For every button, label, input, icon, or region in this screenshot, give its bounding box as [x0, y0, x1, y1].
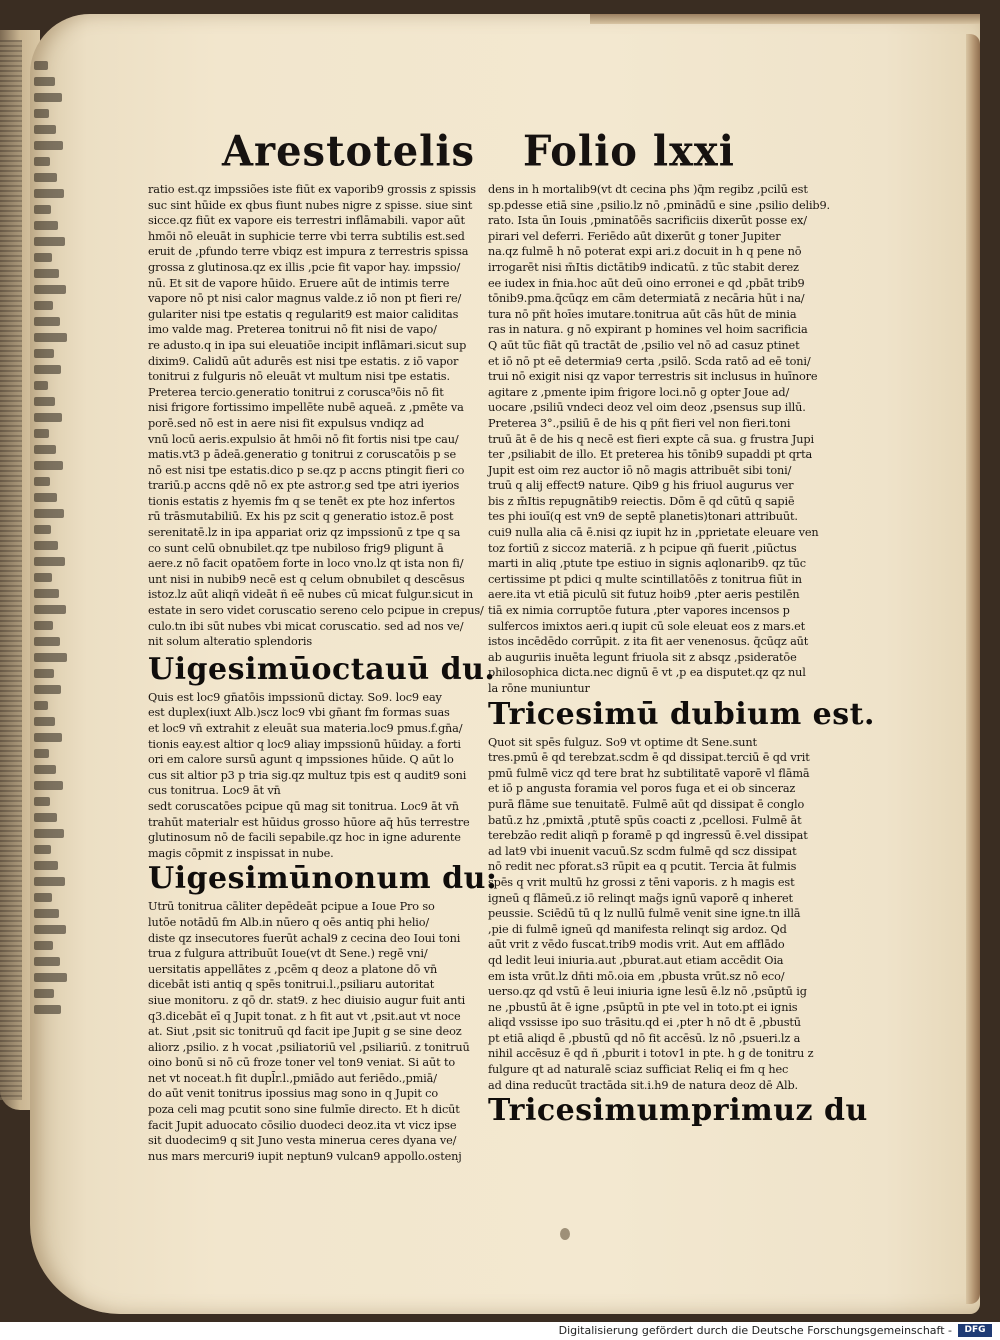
- text-line: spēs q vrit multū hz grossi z tēni vaporis. z h magis est: [488, 875, 795, 889]
- text-line: serenitatē.lz in ipa appariat oriz qz impssionū z tpe q sa: [148, 526, 461, 540]
- show-through-stroke: [34, 1005, 61, 1014]
- text-line: Quot sit spēs fulguz. So9 vt optime dt Sene.sunt: [488, 735, 757, 749]
- text-line: toz fortiū z siccoz materiā. z h pcipue qñ fuerit ,piūctus: [488, 541, 797, 555]
- show-through-stroke: [34, 77, 55, 86]
- show-through-stroke: [34, 381, 48, 390]
- text-line: tura nō pñt hoīes imutare.tonitrua aūt cās hūt de minia: [488, 307, 797, 321]
- text-line: trahūt materialr est hūidus grosso hūore aq̄ hūs terrestre: [148, 815, 470, 829]
- text-line: ori em calore sursū agunt q impssiones hūide. Q aūt lo: [148, 753, 454, 767]
- text-line: terebzāo redit aliqñ p foramē p qd ingressū ē.vel dissipat: [488, 829, 808, 843]
- text-line: ne ,pbustū āt ē igne ,psūptū in pte vel in toto.pt ei ignis: [488, 1000, 798, 1014]
- text-line: matis.vt3 p ādeā.generatio g tonitrui z coruscatōis p se: [148, 448, 456, 462]
- text-line: ratio est.qz impssiões iste fiūt ex vaporib9 grossis z spissis: [148, 183, 476, 196]
- show-through-stroke: [34, 669, 54, 678]
- text-line: vnū locū aeris.expulsio āt hmōi nō fit fortis nisi tpe cau/: [148, 432, 459, 446]
- right-text-column: [488, 182, 875, 1131]
- verso-show-through: [30, 54, 70, 1154]
- page-top-edge: [590, 14, 980, 24]
- left-column-text-block-2: [148, 690, 476, 862]
- text-line: truū q alij effect9 nature. Qib9 g his friuol augurus ver: [488, 479, 794, 493]
- show-through-stroke: [34, 605, 66, 614]
- text-line: nihil accēsuz ē qd ñ ,pburit i totov1 in pte. h g de tonitru z: [488, 1047, 814, 1061]
- show-through-stroke: [34, 909, 59, 918]
- text-line: tionis estatis z hyemis fm q se tenēt ex pte hoz infertos: [148, 494, 455, 508]
- dfg-logo: DFG: [958, 1324, 992, 1337]
- show-through-stroke: [34, 573, 52, 582]
- show-through-stroke: [34, 509, 64, 518]
- show-through-stroke: [34, 61, 48, 70]
- text-line: oino bonū si nō cū froze toner vel ton9 veniat. Si aūt to: [148, 1056, 455, 1070]
- show-through-stroke: [34, 637, 60, 646]
- section-heading-vigesimum-nonum: Uigesimūnonum du:: [148, 861, 498, 897]
- text-line: ,pie di fulmē igneū qd manifesta relinqt sig ardoz. Qd: [488, 922, 787, 936]
- text-line: ee iudex in fnia.hoc aūt deū oino erronei e qd ,pbāt trib9: [488, 276, 805, 290]
- show-through-stroke: [34, 445, 56, 454]
- text-line: porē.sed nō est in aere nisi fit expulsus vndiqz ad: [148, 416, 424, 430]
- text-line: la rōne muniuntur: [488, 682, 590, 695]
- text-line: qd ledit leui iniuria.aut ,pburat.aut etiam accēdit Oia: [488, 953, 784, 967]
- text-line: purā flāme sue tenuitatē. Fulmē aūt qd dissipat ē conglo: [488, 797, 805, 811]
- show-through-stroke: [34, 717, 55, 726]
- right-column-text-block-1: [488, 182, 830, 697]
- text-line: aliqd vssisse ipo suo trāsitu.qd ei ,pter h nō dt ē ,pbustū: [488, 1016, 801, 1030]
- text-line: rato. Ista ūn Iouis ,pminatōēs sacrificiis dixerūt posse ex/: [488, 214, 807, 228]
- running-head-right: Folio lxxi: [523, 126, 735, 177]
- text-line: nisi frigore fortissimo impellēte nubē aqueā. z ,pmēte va: [148, 401, 464, 415]
- text-line: suc sint hūide ex qbus fiunt nubes nigre z spisse. siue sint: [148, 198, 473, 212]
- text-line: ad dina reducūt tractāda sit.i.h9 de natura deoz dē Alb.: [488, 1078, 798, 1092]
- show-through-stroke: [34, 173, 57, 182]
- text-line: em ista vrūt.lz dn̄ti mō.oia em ,pbusta vrūt.sz nō eco/: [488, 969, 785, 983]
- left-column-text-block-1: [148, 182, 484, 650]
- show-through-stroke: [34, 269, 59, 278]
- text-line: agitare z ,pmente ipim frigore loci.nō g opter Joue ad/: [488, 385, 790, 399]
- show-through-stroke: [34, 365, 61, 374]
- show-through-stroke: [34, 477, 50, 486]
- text-line: magis cōpmit z inspissat in nube.: [148, 846, 334, 860]
- show-through-stroke: [34, 893, 52, 902]
- text-line: Quis est loc9 gn̄atōis impssionū dictay. So9. loc9 eay: [148, 690, 442, 704]
- show-through-stroke: [34, 589, 59, 598]
- show-through-stroke: [34, 925, 66, 934]
- text-line: et iō p angusta foramia vel poros fuga et ei ob sinceraz: [488, 782, 796, 796]
- text-line: batū.z hz ,pmixtā ,ptutē spūs coacti z ,pcellosi. Fulmē āt: [488, 813, 802, 827]
- text-line: truū āt ē de his q necē est fieri expte cā sua. g frustra Jupi: [488, 432, 814, 446]
- show-through-stroke: [34, 157, 50, 166]
- show-through-stroke: [34, 941, 53, 950]
- show-through-stroke: [34, 861, 58, 870]
- text-line: marti in aliq ,ptute tpe estiuo in signis aqlonarib9. qz tūc: [488, 557, 806, 571]
- text-line: pirari vel deferri. Feriēdo aūt dixerūt g toner Jupiter: [488, 229, 781, 243]
- text-line: ab auguriis inuēta legunt friuola sit z absqz ,psideratōe: [488, 650, 797, 664]
- show-through-stroke: [34, 253, 52, 262]
- text-line: cui9 nulla alia cā ē.nisi qz iupit hz in ,pprietate eleuare ven: [488, 526, 819, 540]
- text-line: Preterea tercio.generatio tonitrui z corusca⁹ōis nō fit: [148, 385, 444, 399]
- show-through-stroke: [34, 125, 56, 134]
- show-through-stroke: [34, 541, 58, 550]
- text-line: net vt noceat.h fit dupl̄r.l.,pmiādo aut feriēdo.,pmiā/: [148, 1071, 437, 1085]
- text-line: q3.dicebāt eī q Jupit tonat. z h fit aut vt ,psit.aut vt noce: [148, 1009, 461, 1023]
- text-line: cus sit altior p3 p tria sig.qz multuz tpis est q audit9 soni: [148, 768, 467, 782]
- show-through-stroke: [34, 317, 60, 326]
- show-through-stroke: [34, 701, 48, 710]
- text-line: peussie. Sciēdū tū q lz nullū fulmē venit sine igne.tn illā: [488, 907, 801, 921]
- text-line: poza celi mag pcutit sono sine fulmīe directo. Et h dicūt: [148, 1103, 460, 1117]
- text-line: Utrū tonitrua cāliter depēdeāt pcipue a Ioue Pro so: [148, 900, 435, 914]
- text-line: pt etiā aliqd ē ,pbustū qd nō fit accēsū. lz nō ,psueri.lz a: [488, 1031, 801, 1045]
- text-line: aliorz ,psilio. z h vocat ,psiliatoriū vel ,psiliariū. z tonitruū: [148, 1040, 470, 1054]
- text-line: ad lat9 vbi inuenit vacuū.Sz scdm fulmē qd scz dissipat: [488, 844, 797, 858]
- show-through-stroke: [34, 781, 63, 790]
- section-heading-tricesimum-primum: Tricesimumprimuz du: [488, 1093, 868, 1129]
- text-line: nō est nisi tpe estatis.dico p se.qz p accns ptingit fieri co: [148, 463, 465, 477]
- text-line: eruit de ,pfundo terre vbiqz est impura z terrestris spissa: [148, 245, 469, 259]
- text-line: grossa z glutinosa.qz ex illis ,pcie fit vapor hay. impssio/: [148, 260, 461, 274]
- text-line: tonitrui z fulguris nō eleuāt vt multum nisi tpe estatis.: [148, 370, 450, 384]
- text-line: istoz.lz aūt aliqñ videāt ñ eē nubes cū micat fulgur.sicut in: [148, 588, 474, 602]
- text-line: siue monitoru. z qō dr. stat9. z hec diuisio augur fuit anti: [148, 993, 466, 1007]
- show-through-stroke: [34, 621, 53, 630]
- show-through-stroke: [34, 413, 62, 422]
- show-through-stroke: [34, 877, 65, 886]
- text-line: dicebāt isti antiq q spēs tonitrui.l.,psiliaru autoritat: [148, 978, 435, 992]
- show-through-stroke: [34, 973, 67, 982]
- show-through-stroke: [34, 765, 56, 774]
- show-through-stroke: [34, 333, 67, 342]
- left-column-text-block-3: [148, 899, 476, 1164]
- text-line: dixim9. Calidū aūt adurēs est nisi tpe estatis. z iō vapor: [148, 354, 459, 368]
- text-line: rū trāsmutabiliū. Ex his pz scit q generatio istoz.ē post: [148, 510, 454, 524]
- text-line: trui nō exigit nisi qz vapor terrestris sit inclusus in huīnore: [488, 370, 818, 384]
- show-through-stroke: [34, 813, 57, 822]
- text-line: trariū.p accns qdē nō ex pte astror.g sed tpe atri iyerios: [148, 479, 460, 493]
- footer-bar: [0, 1322, 1000, 1340]
- show-through-stroke: [34, 349, 54, 358]
- text-line: ter ,psiliabit de illo. Et preterea his tōnib9 supaddi pt qrta: [488, 448, 813, 462]
- text-line: estate in sero videt coruscatio sereno celo pcipue in crepus/: [148, 604, 484, 618]
- text-line: sulfercos imixtos aeri.q iupit cū sole eleuat eos z mars.et: [488, 619, 806, 633]
- left-text-column: [148, 182, 498, 1164]
- text-line: re adusto.q in ipa sui eleuatiōe incipit inflāmari.sicut sup: [148, 338, 467, 352]
- text-line: nit solum alteratio splendoris: [148, 635, 313, 649]
- text-line: Jupit est oim rez auctor iō nō magis attribuēt sibi toni/: [488, 463, 792, 477]
- ink-spot: [560, 1228, 570, 1240]
- text-line: aere.z nō facit opatōem forte in loco vno.lz qt ista non fi/: [148, 557, 464, 571]
- text-line: imo valde mag. Preterea tonitrui nō fit nisi de vapo/: [148, 323, 437, 337]
- text-line: et loc9 vn̄ extrahit z eleuāt sua materia.loc9 pmus.f.gn̄a/: [148, 722, 463, 735]
- text-line: sit duodecim9 q sit Juno vesta minerua ceres dyana ve/: [148, 1134, 457, 1148]
- show-through-stroke: [34, 285, 66, 294]
- show-through-stroke: [34, 653, 67, 662]
- text-line: dens in h mortalib9(vt dt cecina phs )q̄m regibz ,pcilū est: [488, 183, 808, 196]
- text-line: unt nisi in nubib9 necē est q celum obnubilet q descēsus: [148, 572, 465, 586]
- text-line: tes phi iouī(q est vn9 de septē planetis)tonari attribuūt.: [488, 510, 798, 524]
- show-through-stroke: [34, 749, 49, 758]
- text-line: istos incēdēdo corrūpit. z ita fit aer venenosus. q̄cūqz aūt: [488, 635, 809, 649]
- text-line: glutinosum nō de facili sepabile.qz hoc in igne adurente: [148, 831, 461, 845]
- text-line: gulariter nisi tpe estatis q regularit9 est maior caliditas: [148, 307, 459, 321]
- text-line: tionis eay.est altior q loc9 aliay impssionū hūiday. a forti: [148, 737, 461, 751]
- book-block-edge: [0, 40, 22, 1100]
- section-heading-tricesimum: Tricesimū dubium est.: [488, 696, 875, 732]
- text-line: co sunt celū obnubilet.qz tpe nubiloso frig9 pligunt ā: [148, 541, 444, 555]
- show-through-stroke: [34, 301, 53, 310]
- show-through-stroke: [34, 989, 54, 998]
- text-line: philosophica dicta.nec dignū ē vt ,p ea disputet.qz qz nul: [488, 666, 806, 680]
- text-line: igneū q flāmeū.z iō relinqt mag̃s ignū vaporē q inheret: [488, 891, 793, 905]
- show-through-stroke: [34, 109, 49, 118]
- text-line: vapore nō pt nisi calor magnus valde.z iō non pt fieri re/: [148, 292, 462, 306]
- show-through-stroke: [34, 733, 62, 742]
- show-through-stroke: [34, 141, 63, 150]
- text-line: cus tonitrua. Loc9 āt vn̄: [148, 784, 281, 798]
- show-through-stroke: [34, 829, 64, 838]
- running-head-left: Arestotelis: [222, 126, 476, 177]
- show-through-stroke: [34, 429, 49, 438]
- text-line: est duplex(iuxt Alb.)scz loc9 vbi gn̄ant fm formas suas: [148, 706, 450, 720]
- text-line: nō redit nec pforat.s3 rūpit ea q pcutit. Tercia āt fulmis: [488, 860, 797, 874]
- text-line: fulgure qt ad naturalē sciaz sufficiat Reliq ei fm q hec: [488, 1063, 789, 1077]
- text-line: culo.tn ibi sūt nubes vbi micat coruscatio. sed ad nos ve/: [148, 619, 464, 633]
- text-line: sp.pdesse etiā sine ,psilio.lz nō ,pminādū e sine ,psilio delib9.: [488, 198, 830, 212]
- text-line: aere.ita vt etiā piculū sit futuz hoib9 ,pter aeris pestilēn: [488, 588, 800, 602]
- text-line: tōnib9.pma.q̄cūqz em cām determiatā z necāria hūt i na/: [488, 292, 805, 306]
- text-line: uerso.qz qd vstū ē leui iniuria igne lesū ē.lz nō ,psūptū ig: [488, 985, 807, 999]
- text-line: uocare ,psiliū vndeci deoz vel oim deoz ,psensus sup illū.: [488, 401, 806, 415]
- show-through-stroke: [34, 93, 62, 102]
- show-through-stroke: [34, 845, 51, 854]
- text-line: do aūt venit tonitrus ipossius mag sono in q Jupit co: [148, 1087, 439, 1101]
- right-column-text-block-2: [488, 735, 818, 1094]
- text-line: tres.pmū ē qd terebzat.scdm ē qd dissipat.terciū ē qd vrit: [488, 751, 810, 765]
- show-through-stroke: [34, 205, 51, 214]
- text-line: hmōi nō eleuāt in suphicie terre vbi terra subtilis est.sed: [148, 229, 465, 243]
- show-through-stroke: [34, 461, 63, 470]
- text-line: na.qz fulmē h nō poterat expi ari.z docuit in h q pene nō: [488, 245, 802, 259]
- show-through-stroke: [34, 957, 60, 966]
- section-heading-vigesimum-octavum: Uigesimūoctauū du.: [148, 651, 496, 687]
- show-through-stroke: [34, 237, 65, 246]
- text-line: nus mars mercuri9 iupit neptun9 vulcan9 appollo.ostenj: [148, 1149, 462, 1163]
- footer-credit: Digitalisierung gefördert durch die Deutsche Forschungsgemeinschaft -: [558, 1324, 952, 1337]
- text-line: Preterea 3°.,psiliū ē de his q pñt fieri vel non fieri.toni: [488, 416, 791, 430]
- show-through-stroke: [34, 493, 57, 502]
- show-through-stroke: [34, 525, 51, 534]
- show-through-stroke: [34, 189, 64, 198]
- show-through-stroke: [34, 797, 50, 806]
- text-line: diste qz insecutores fuerūt achal9 z cecina deo Ioui toni: [148, 931, 461, 945]
- show-through-stroke: [34, 685, 61, 694]
- text-line: lutōe notādū fm Alb.in nūero q oēs antiq phi helio/: [148, 915, 430, 929]
- text-line: aūt vrit z vēdo fuscat.trib9 modis vrit. Aut em afflādo: [488, 938, 785, 952]
- text-line: sicce.qz fiūt ex vapore eis terrestri inflāmabili. vapor aūt: [148, 214, 465, 228]
- text-line: at. Siut ,psit sic tonitruū qd facit ipe Jupit g se sine deoz: [148, 1025, 462, 1039]
- page-fore-edge: [966, 34, 980, 1304]
- text-line: Q aūt tūc fiāt qū tractāt de ,psilio vel nō ad casuz ptinet: [488, 338, 800, 352]
- show-through-stroke: [34, 397, 55, 406]
- text-line: irrogarēt nisi m̄Itis dictātib9 indicatū. z tūc stabit derez: [488, 260, 799, 274]
- text-line: et iō nō pt eē determia9 certa ,psilō. Scda ratō ad eē toni/: [488, 354, 811, 368]
- text-line: trua z fulgura attribuūt Ioue(vt dt Sene.) regē vni/: [148, 947, 428, 961]
- text-line: facit Jupit aduocato cōsilio duodeci deoz.ita vt vicz ipse: [148, 1118, 457, 1132]
- text-line: nū. Et sit de vapore hūido. Eruere aūt de intimis terre: [148, 276, 450, 290]
- text-line: pmū fulmē vicz qd tere brat hz subtilitatē vaporē vl flāmā: [488, 766, 810, 780]
- text-line: uersitatis appellātes z ,pcēm q deoz a platone dō vn̄: [148, 962, 438, 976]
- text-line: bis z m̄Itis repugnātib9 reiectis. Dōm ē qd cūtū q sapiē: [488, 494, 795, 508]
- text-line: sedt coruscatōes pcipue qū mag sit tonitrua. Loc9 āt vn̄: [148, 799, 459, 813]
- text-line: certissime pt pdici q multe scintillatōēs z tonitrua fiūt in: [488, 572, 802, 586]
- show-through-stroke: [34, 557, 65, 566]
- show-through-stroke: [34, 221, 58, 230]
- text-line: tiā ex nimia corruptōe futura ,pter vapores incensos p: [488, 604, 790, 618]
- text-line: ras in natura. g nō expirant p homines vel hoim sacrificia: [488, 323, 808, 337]
